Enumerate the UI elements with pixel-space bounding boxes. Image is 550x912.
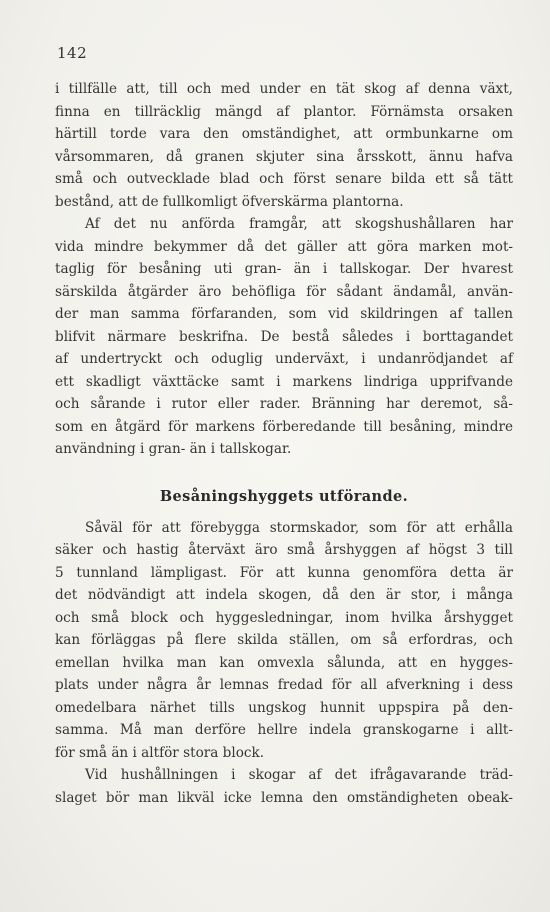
text-line: säker och hastig återväxt äro små årshyggen af högst 3 till [55, 542, 513, 558]
paragraph-2 [55, 213, 513, 461]
text-line: och sårande i rutor eller rader. Bränning har deremot, så- [55, 396, 513, 412]
text-line: ett skadligt växttäcke samt i markens lindriga upprifvande [55, 373, 513, 390]
text-line: finna en tillräcklig mängd af plantor. Förnämsta orsaken [55, 103, 513, 120]
text-line: samma. Må man derföre hellre indela granskogarne i allt- [55, 722, 513, 738]
text-line: slaget bör man likväl icke lemna den omständigheten obeak- [55, 789, 513, 806]
text-line: som en åtgärd för markens förberedande till besåning, mindre [55, 418, 513, 435]
text-line: det nödvändigt att indela skogen, då den är stor, i många [55, 587, 513, 603]
body-text [55, 78, 513, 809]
section-paragraph-1 [55, 517, 513, 765]
section-paragraph-2 [55, 764, 513, 809]
text-line: vida mindre bekymmer då det gäller att göra marken mot- [55, 238, 513, 255]
page-number: 142 [57, 44, 88, 62]
text-line: taglig för besåning uti gran- än i tallskogar. Der hvarest [55, 261, 513, 277]
text-line: användning i gran- än i tallskogar. [55, 441, 292, 457]
text-line: 5 tunnland lämpligast. För att kunna genomföra detta är [55, 564, 513, 581]
text-line: i tillfälle att, till och med under en tät skog af denna växt, [55, 81, 513, 97]
text-line: kan förläggas på flere skilda ställen, om så erfordras, och [55, 632, 513, 648]
paragraph-1 [55, 78, 513, 213]
text-line: särskilda åtgärder äro behöfliga för sådant ändamål, använ- [55, 283, 513, 300]
text-line: vårsommaren, då granen skjuter sina årsskott, ännu hafva [55, 148, 513, 165]
text-line: blifvit närmare beskrifna. De bestå således i borttagandet [55, 328, 513, 345]
text-line: härtill torde vara den omständighet, att ormbunkarne om [55, 126, 513, 142]
text-line: af undertryckt och oduglig underväxt, i undanrödjandet af [55, 351, 513, 367]
text-line: emellan hvilka man kan omvexla sålunda, att en hygges- [55, 654, 513, 671]
text-line: Såväl för att förebygga stormskador, som för att erhålla [85, 519, 513, 536]
section-heading: Besåningshyggets utförande. [159, 487, 409, 505]
text-line: Af det nu anförda framgår, att skogshushållaren har [85, 216, 513, 232]
text-line: och små block och hyggesledningar, inom hvilka årshygget [55, 609, 513, 626]
text-line: Vid hushållningen i skogar af det ifrågavarande träd- [85, 767, 513, 783]
text-line: plats under några år lemnas fredad för all afverkning i dess [55, 677, 513, 693]
text-line: små och outvecklade blad och först senare bilda ett så tätt [55, 171, 513, 187]
text-line: der man samma förfaranden, som vid skildringen af tallen [55, 306, 513, 322]
text-line: omedelbara närhet tills ungskog hunnit uppspira på den- [55, 699, 513, 716]
text-line: för små än i altför stora block. [55, 744, 265, 761]
text-line: bestånd, att de fullkomligt öfverskärma plantorna. [55, 193, 404, 210]
